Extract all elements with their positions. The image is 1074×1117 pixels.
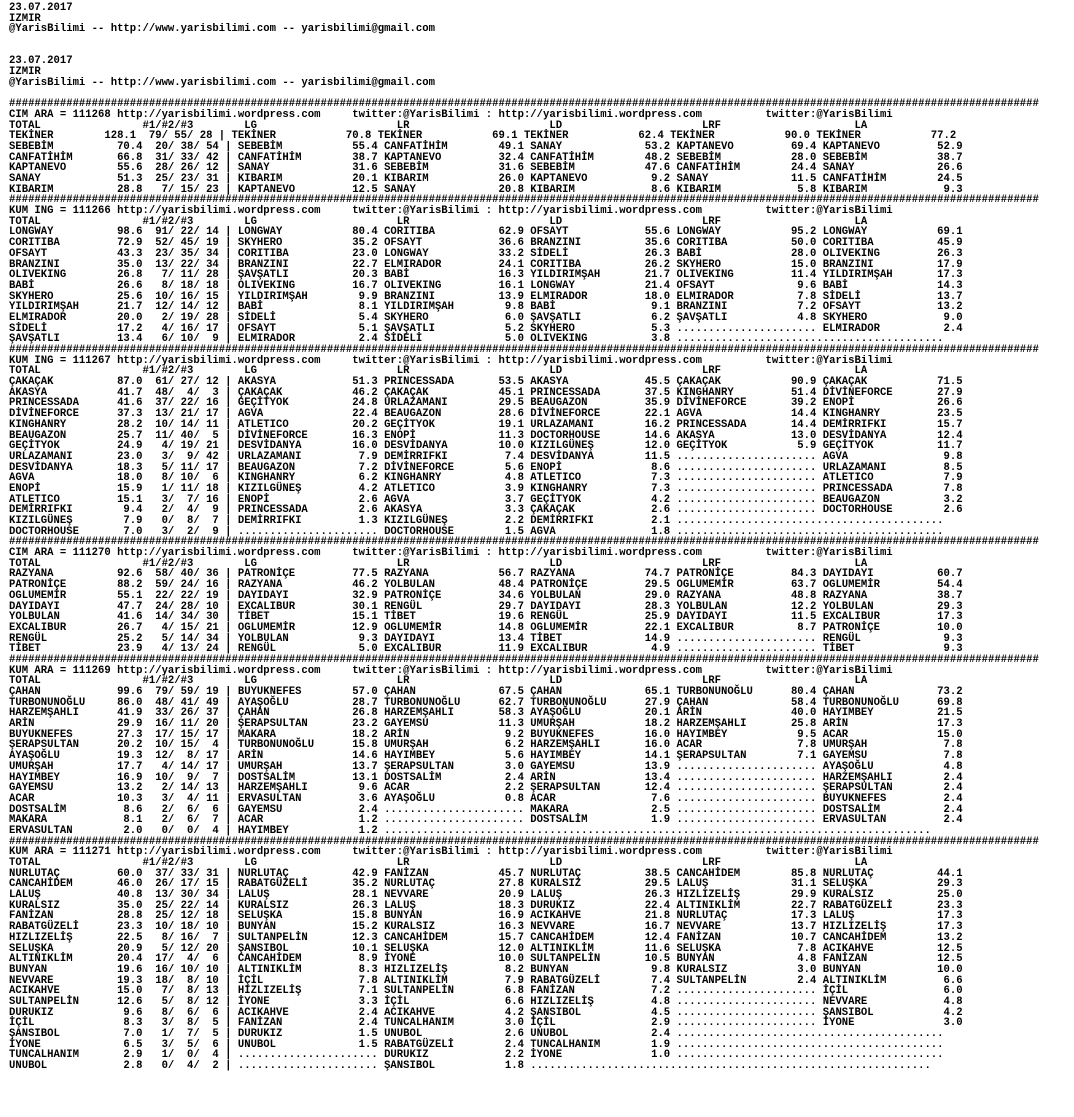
- result-row: UNUBOL 2.8 0/ 4/ 2 | ...................... ŞANSIBOL 1.8 ...............................................................: [9, 1060, 931, 1073]
- result-row: UMURŞAH 17.7 4/ 14/ 17 | UMURŞAH 13.7 ŞERAPSULTAN 3.0 GAYEMSU 13.9 ...................... AYAŞOĞLU 4.8: [9, 760, 963, 773]
- result-row: AKASYA 41.7 48/ 4/ 3 | ÇAKAÇAK 46.2 ÇAKAÇAK 45.1 PRINCESSADA 37.5 KINGHANRY 51.4 DİVİNEFORCE 27.9: [9, 386, 963, 399]
- race-header: KUM ARA = 111271 http://yarisbilimi.wordpress.com twitter:@YarisBilimi : http://yarisbilimi.wordpress.com twitter:@YarisBilimi: [9, 846, 893, 859]
- result-row: YOLBULAN 41.6 14/ 34/ 30 | TİBET 15.1 TİBET 19.6 RENGÜL 25.9 DAYIDAYI 11.5 EXCALIBUR 17.3: [9, 611, 963, 624]
- result-row: AGVA 18.0 8/ 10/ 6 | KINGHANRY 6.2 KINGHANRY 4.8 ATLETICO 7.3 ...................... ATLETICO 7.9: [9, 472, 963, 485]
- result-row: CANFATİHİM 66.8 31/ 33/ 42 | CANFATİHİM 38.7 KAPTANEVO 32.4 CANFATİHİM 48.2 SEBEBİM 28.0 SEBEBİM 38.7: [9, 151, 963, 164]
- result-row: ŞERAPSULTAN 20.2 10/ 15/ 4 | TURBONUNOĞLU 15.8 UMURŞAH 6.2 HARZEMŞAHLI 16.0 ACAR 7.8 UMURŞAH 7.8: [9, 739, 963, 752]
- column-header: TOTAL #1/#2/#3 LG LR LD LRF LA: [9, 857, 868, 869]
- result-row: CORITIBA 72.9 52/ 45/ 19 | SKYHERO 35.2 OFSAYT 36.6 BRANZINI 35.6 CORITIBA 50.0 CORITIBA 45.9: [9, 237, 963, 250]
- result-row: RAZYANA 92.6 58/ 40/ 36 | PATRONİÇE 77.5 RAZYANA 56.7 RAZYANA 74.7 PATRONİÇE 84.3 DAYIDAYI 60.7: [9, 568, 963, 581]
- result-row: TEKİNER 128.1 79/ 55/ 28 | TEKİNER 70.8 TEKİNER 69.1 TEKİNER 62.4 TEKİNER 90.0 TEKİNER 77.2: [9, 130, 957, 143]
- result-row: SANAY 51.3 25/ 23/ 31 | KIBARIM 20.1 KIBARIM 26.0 KAPTANEVO 9.2 SANAY 11.5 CANFATİHİM 24.5: [9, 173, 963, 185]
- result-row: DESVİDANYA 18.3 5/ 11/ 17 | BEAUGAZON 7.2 DİVİNEFORCE 5.6 ENOPİ 8.6 ...................... URLAZAMANI 8.5: [9, 461, 963, 474]
- text-line: 23.07.2017: [9, 55, 73, 68]
- result-row: BUYUKNEFES 27.3 17/ 15/ 17 | MAKARA 18.2 ARİN 9.2 BUYUKNEFES 16.0 HAYIMBEY 9.5 ACAR 15.0: [9, 728, 963, 741]
- result-row: MAKARA 8.1 2/ 6/ 7 | ACAR 1.2 ...................... DOSTSALİM 1.9 ...................... ERVASULTAN 2.4: [9, 814, 963, 827]
- text-line: @YarisBilimi -- http://www.yarisbilimi.com -- yarisbilimi@gmail.com: [9, 76, 435, 89]
- result-row: ÇAHAN 99.6 79/ 59/ 19 | BUYUKNEFES 57.0 ÇAHAN 67.5 ÇAHAN 65.1 TURBONUNOĞLU 80.4 ÇAHAN 73.2: [9, 686, 963, 698]
- result-row: DURUKIZ 9.6 8/ 6/ 6 | ACIKAHVE 2.4 ACIKAHVE 4.2 ŞANSIBOL 4.5 ...................... ŞANSIBOL 4.2: [9, 1006, 963, 1019]
- result-row: DEMİRRIFKI 9.4 2/ 4/ 9 | PRINCESSADA 2.6 AKASYA 3.3 ÇAKAÇAK 2.6 ...................... DOCTORHOUSE 2.6: [9, 504, 963, 517]
- result-row: PATRONİÇE 88.2 59/ 24/ 16 | RAZYANA 46.2 YOLBULAN 48.4 PATRONİÇE 29.5 OGLUMEMİR 63.7 OGLUMEMİR 54.4: [9, 579, 963, 592]
- result-row: BUNYAN 19.6 16/ 10/ 10 | ALTINIKLİM 8.3 HIZLIZELİŞ 8.2 BUNYAN 9.8 KURALSIZ 3.0 BUNYAN 10.0: [9, 963, 963, 976]
- column-header: TOTAL #1/#2/#3 LG LR LD LRF LA: [9, 557, 868, 570]
- result-row: CANCAHİDEM 46.0 26/ 17/ 15 | RABATGÜZELİ 35.2 NURLUTAÇ 27.8 KURALSIZ 29.5 LALUŞ 31.1 SELUŞKA 29.3: [9, 878, 963, 891]
- result-row: SKYHERO 25.6 10/ 16/ 15 | YILDIRIMŞAH 9.9 BRANZINI 13.9 ELMIRADOR 18.0 ELMIRADOR 7.8 SİDELİ 13.7: [9, 290, 963, 303]
- result-row: HARZEMŞAHLI 41.9 33/ 26/ 37 | ÇAHAN 26.8 HARZEMŞAHLI 58.3 AYAŞOĞLU 20.1 ARİN 40.0 HAYIMBEY 21.5: [9, 707, 963, 720]
- result-row: ERVASULTAN 2.0 0/ 0/ 4 | HAYIMBEY 1.2 ......................................................................................: [9, 824, 931, 837]
- result-row: SULTANPELİN 12.6 5/ 8/ 12 | İYONE 3.3 İÇİL 6.6 HIZLIZELİŞ 4.8 ...................... NEVVARE 4.8: [9, 995, 963, 1008]
- result-row: DOCTORHOUSE 7.0 3/ 2/ 9 | ...................... DOCTORHOUSE 1.5 AGVA 1.8 ..........................................: [9, 525, 944, 538]
- result-row: KAPTANEVO 55.6 28/ 26/ 12 | SANAY 31.6 SEBEBİM 31.6 SEBEBİM 47.6 CANFATİHİM 24.4 SANAY 26.6: [9, 162, 963, 175]
- result-row: DAYIDAYI 47.7 24/ 28/ 10 | EXCALIBUR 30.1 RENGÜL 29.7 DAYIDAYI 28.3 YOLBULAN 12.2 YOLBULAN 29.3: [9, 600, 963, 613]
- result-row: DOSTSALİM 8.6 2/ 6/ 6 | GAYEMSU 2.4 ...................... MAKARA 2.5 ...................... DOSTSALİM 2.4: [9, 803, 963, 816]
- result-row: HIZLIZELİŞ 22.5 8/ 16/ 7 | SULTANPELİN 12.3 CANCAHİDEM 15.7 CANCAHİDEM 12.4 FANİZAN 10.7 CANCAHİDEM 13.2: [9, 931, 963, 944]
- race-header: KUM ING = 111266 http://yarisbilimi.wordpress.com twitter:@YarisBilimi : http://yarisbilimi.wordpress.com twitter:@YarisBilimi: [9, 205, 893, 218]
- result-row: SEBEBİM 70.4 20/ 38/ 54 | SEBEBİM 55.4 CANFATİHİM 49.1 SANAY 53.2 KAPTANEVO 69.4 KAPTANEVO 52.9: [9, 140, 963, 153]
- result-row: RABATGÜZELİ 23.3 10/ 18/ 10 | BUNYAN 15.2 KURALSIZ 16.3 NEVVARE 16.7 NEVVARE 13.7 HIZLIZELİŞ 17.3: [9, 921, 963, 934]
- blank-line: [9, 46, 1039, 57]
- result-row: TUNCALHANIM 2.9 1/ 0/ 4 | ...................... DURUKIZ 2.2 İYONE 1.0 ..........................................: [9, 1049, 944, 1062]
- result-row: NEVVARE 19.3 18/ 8/ 10 | İÇİL 7.8 ALTINIKLİM 7.9 RABATGÜZELİ 7.4 SULTANPELİN 2.4 ALTINIKLİM 6.6: [9, 974, 963, 987]
- result-row: FANİZAN 28.8 25/ 12/ 18 | SELUŞKA 15.8 BUNYAN 16.9 ACIKAHVE 21.8 NURLUTAÇ 17.3 LALUŞ 17.3: [9, 910, 963, 923]
- result-row: ARİN 29.9 16/ 11/ 20 | ŞERAPSULTAN 23.2 GAYEMSU 11.3 UMURŞAH 18.2 HARZEMŞAHLI 25.8 ARİN 17.3: [9, 718, 963, 731]
- text-line: IZMIR: [9, 12, 41, 25]
- result-row: ŞANSIBOL 7.0 1/ 7/ 5 | DURUKIZ 1.5 UNUBOL 2.6 UNUBOL 2.4 ..........................................: [9, 1028, 944, 1040]
- result-row: ALTINIKLİM 20.4 17/ 4/ 6 | CANCAHİDEM 8.9 İYONE 10.0 SULTANPELİN 10.5 BUNYAN 4.8 FANİZAN 12.5: [9, 953, 963, 966]
- result-row: OLIVEKING 26.8 7/ 11/ 28 | ŞAVŞATLI 20.3 BABİ 16.3 YILDIRIMŞAH 21.7 OLIVEKING 11.4 YILDIRIMŞAH 17.3: [9, 269, 963, 282]
- result-row: HAYIMBEY 16.9 10/ 9/ 7 | DOSTSALİM 13.1 DOSTSALİM 2.4 ARİN 13.4 ...................... HARZEMŞAHLI 2.4: [9, 771, 963, 784]
- column-header: TOTAL #1/#2/#3 LG LR LD LRF LA: [9, 215, 868, 228]
- result-row: LALUŞ 40.8 13/ 30/ 34 | LALUŞ 28.1 NEVVARE 20.9 LALUŞ 26.3 HIZLIZELİŞ 29.9 KURALSIZ 25.0: [9, 889, 963, 902]
- result-row: BEAUGAZON 25.7 11/ 40/ 5 | DİVİNEFORCE 16.3 ENOPİ 11.3 DOCTORHOUSE 14.6 AKASYA 13.0 DESVİDANYA 12.4: [9, 429, 963, 442]
- race-header: CIM ARA = 111270 http://yarisbilimi.wordpress.com twitter:@YarisBilimi : http://yarisbilimi.wordpress.com twitter:@YarisBilimi: [9, 547, 893, 560]
- blank-line: [9, 35, 1039, 46]
- result-row: SİDELİ 17.2 4/ 16/ 17 | OFSAYT 5.1 ŞAVŞATLI 5.2 SKYHERO 5.3 ...................... ELMIRADOR 2.4: [9, 322, 963, 335]
- result-row: OFSAYT 43.3 23/ 35/ 34 | CORITIBA 23.0 LONGWAY 33.2 SİDELİ 26.3 BABİ 28.0 OLIVEKING 26.3: [9, 247, 963, 260]
- section-divider: ##################################################################################################################################################################: [9, 536, 1039, 549]
- result-row: ŞAVŞATLI 13.4 6/ 10/ 9 | ELMIRADOR 2.4 SİDELİ 5.0 OLIVEKING 3.8 ..........................................: [9, 333, 944, 346]
- result-row: PRINCESSADA 41.6 37/ 22/ 16 | GEÇİTYOK 24.8 URLAZAMANI 29.5 BEAUGAZON 35.9 DİVİNEFORCE 39.2 ENOPİ 26.6: [9, 397, 963, 410]
- result-row: RENGÜL 25.2 5/ 14/ 34 | YOLBULAN 9.3 DAYIDAYI 13.4 TİBET 14.9 ...................... RENGÜL 9.3: [9, 632, 963, 645]
- result-row: ACAR 10.3 3/ 4/ 11 | ERVASULTAN 3.6 AYAŞOĞLU 0.8 ACAR 7.6 ...................... BUYUKNEFES 2.4: [9, 792, 963, 805]
- section-divider: ##################################################################################################################################################################: [9, 344, 1039, 356]
- result-row: URLAZAMANI 23.0 3/ 9/ 42 | URLAZAMANI 7.9 DEMİRRIFKI 7.4 DESVİDANYA 11.5 ...................... AGVA 9.8: [9, 450, 963, 463]
- section-divider: ##################################################################################################################################################################: [9, 194, 1039, 207]
- column-header: TOTAL #1/#2/#3 LG LR LD LRF LA: [9, 119, 868, 132]
- result-row: EXCALIBUR 26.7 4/ 15/ 21 | OGLUMEMİR 12.9 OGLUMEMİR 14.8 OGLUMEMİR 22.1 EXCALIBUR 8.7 PATRONİÇE 10.0: [9, 621, 963, 634]
- text-line: IZMIR: [9, 66, 41, 79]
- section-divider: ##################################################################################################################################################################: [9, 653, 1039, 666]
- result-row: İÇİL 8.3 3/ 8/ 5 | FANİZAN 2.4 TUNCALHANIM 3.0 İÇİL 2.9 ...................... İYONE 3.0: [9, 1017, 963, 1030]
- result-row: NURLUTAÇ 60.0 37/ 33/ 31 | NURLUTAÇ 42.9 FANİZAN 45.7 NURLUTAÇ 38.5 CANCAHİDEM 85.8 NURLUTAÇ 44.1: [9, 867, 963, 880]
- result-row: ELMIRADOR 20.0 2/ 19/ 28 | SİDELİ 5.4 SKYHERO 6.0 ŞAVŞATLI 6.2 ŞAVŞATLI 4.8 SKYHERO 9.0: [9, 311, 963, 324]
- section-divider: ##################################################################################################################################################################: [9, 835, 1039, 848]
- result-row: AYAŞOĞLU 19.3 12/ 8/ 17 | ARİN 14.6 HAYIMBEY 5.6 HAYIMBEY 14.1 ŞERAPSULTAN 7.1 GAYEMSU 7.8: [9, 750, 963, 763]
- race-header: KUM ING = 111267 http://yarisbilimi.wordpress.com twitter:@YarisBilimi : http://yarisbilimi.wordpress.com twitter:@YarisBilimi: [9, 354, 893, 367]
- result-row: KIZILGÜNEŞ 7.9 0/ 8/ 7 | DEMİRRIFKI 1.3 KIZILGÜNEŞ 2.2 DEMİRRIFKI 2.1 ..........................................: [9, 515, 944, 527]
- result-row: LONGWAY 98.6 91/ 22/ 14 | LONGWAY 80.4 CORITIBA 62.9 OFSAYT 55.6 LONGWAY 95.2 LONGWAY 69.1: [9, 226, 963, 239]
- result-row: GAYEMSU 13.2 2/ 14/ 13 | HARZEMŞAHLI 9.6 ACAR 2.2 ŞERAPSULTAN 12.4 ...................... ŞERAPSULTAN 2.4: [9, 782, 963, 795]
- result-row: KIBARIM 28.8 7/ 15/ 23 | KAPTANEVO 12.5 SANAY 20.8 KIBARIM 8.6 KIBARIM 5.8 KIBARIM 9.3: [9, 183, 963, 196]
- result-row: ATLETICO 15.1 3/ 7/ 16 | ENOPİ 2.6 AGVA 3.7 GEÇİTYOK 4.2 ...................... BEAUGAZON 3.2: [9, 493, 963, 506]
- result-row: KURALSIZ 35.0 25/ 22/ 14 | KURALSIZ 26.3 LALUŞ 18.3 DURUKIZ 22.4 ALTINIKLİM 22.7 RABATGÜZELİ 23.3: [9, 899, 963, 912]
- result-row: SELUŞKA 20.9 5/ 12/ 20 | ŞANSIBOL 10.1 SELUŞKA 12.0 ALTINIKLİM 11.6 SELUŞKA 7.8 ACIKAHVE 12.5: [9, 942, 963, 955]
- column-header: TOTAL #1/#2/#3 LG LR LD LRF LA: [9, 365, 868, 378]
- column-header: TOTAL #1/#2/#3 LG LR LD LRF LA: [9, 675, 868, 688]
- result-row: TURBONUNOĞLU 86.0 48/ 41/ 49 | AYAŞOĞLU 28.7 TURBONUNOĞLU 62.7 TURBONUNOĞLU 27.9 ÇAHAN 58.4 TURBONUNOĞLU 69.8: [9, 696, 963, 709]
- result-row: OGLUMEMİR 55.1 22/ 22/ 19 | DAYIDAYI 32.9 PATRONİÇE 34.6 YOLBULAN 29.0 RAZYANA 48.8 RAZYANA 38.7: [9, 589, 963, 602]
- result-row: DİVİNEFORCE 37.3 13/ 21/ 17 | AGVA 22.4 BEAUGAZON 28.6 DİVİNEFORCE 22.1 AGVA 14.4 KINGHANRY 23.5: [9, 408, 963, 421]
- race-header: KUM ARA = 111269 http://yarisbilimi.wordpress.com twitter:@YarisBilimi : http://yarisbilimi.wordpress.com twitter:@YarisBilimi: [9, 664, 893, 677]
- result-row: YILDIRIMŞAH 21.7 12/ 14/ 12 | BABİ 8.1 YILDIRIMŞAH 9.8 BABİ 9.1 BRANZINI 7.2 OFSAYT 13.2: [9, 301, 963, 314]
- text-line: 23.07.2017: [9, 2, 73, 14]
- result-row: GEÇİTYOK 24.9 4/ 19/ 21 | DESVİDANYA 16.0 DESVİDANYA 10.0 KIZILGÜNEŞ 12.0 GEÇİTYOK 5.9 GEÇİTYOK 11.7: [9, 440, 963, 453]
- text-line: @YarisBilimi -- http://www.yarisbilimi.com -- yarisbilimi@gmail.com: [9, 23, 435, 36]
- result-row: BABİ 26.6 8/ 18/ 18 | OLIVEKING 16.7 OLIVEKING 16.1 LONGWAY 21.4 OFSAYT 9.6 BABİ 14.3: [9, 279, 963, 292]
- result-row: KINGHANRY 28.2 10/ 14/ 11 | ATLETICO 20.2 GEÇİTYOK 19.1 URLAZAMANI 16.2 PRINCESSADA 14.4 DEMİRRIFKI 15.7: [9, 418, 963, 431]
- result-row: BRANZINI 35.0 13/ 22/ 34 | BRANZINI 22.7 ELMIRADOR 24.1 CORITIBA 26.2 SKYHERO 15.0 BRANZINI 17.9: [9, 258, 963, 271]
- result-row: ACIKAHVE 15.0 7/ 8/ 13 | HIZLIZELİŞ 7.1 SULTANPELİN 6.8 FANİZAN 7.2 ...................... İÇİL 6.0: [9, 985, 963, 998]
- result-row: ENOPİ 15.9 1/ 11/ 18 | KIZILGÜNEŞ 4.2 ATLETICO 3.9 KINGHANRY 7.3 ...................... PRINCESSADA 7.8: [9, 482, 963, 495]
- section-divider: ##################################################################################################################################################################: [9, 98, 1039, 111]
- result-row: ÇAKAÇAK 87.0 61/ 27/ 12 | AKASYA 51.3 PRINCESSADA 53.5 AKASYA 45.5 ÇAKAÇAK 90.9 ÇAKAÇAK 71.5: [9, 376, 963, 389]
- race-header: CIM ARA = 111268 http://yarisbilimi.wordpress.com twitter:@YarisBilimi : http://yarisbilimi.wordpress.com twitter:@YarisBilimi: [9, 108, 893, 121]
- result-row: İYONE 6.5 3/ 5/ 6 | UNUBOL 1.5 RABATGÜZELİ 2.4 TUNCALHANIM 1.9 ..........................................: [9, 1038, 944, 1051]
- race-report-document: [9, 3, 1039, 1072]
- result-row: TİBET 23.9 4/ 13/ 24 | RENGÜL 5.0 EXCALIBUR 11.9 EXCALIBUR 4.9 ...................... TİBET 9.3: [9, 643, 963, 656]
